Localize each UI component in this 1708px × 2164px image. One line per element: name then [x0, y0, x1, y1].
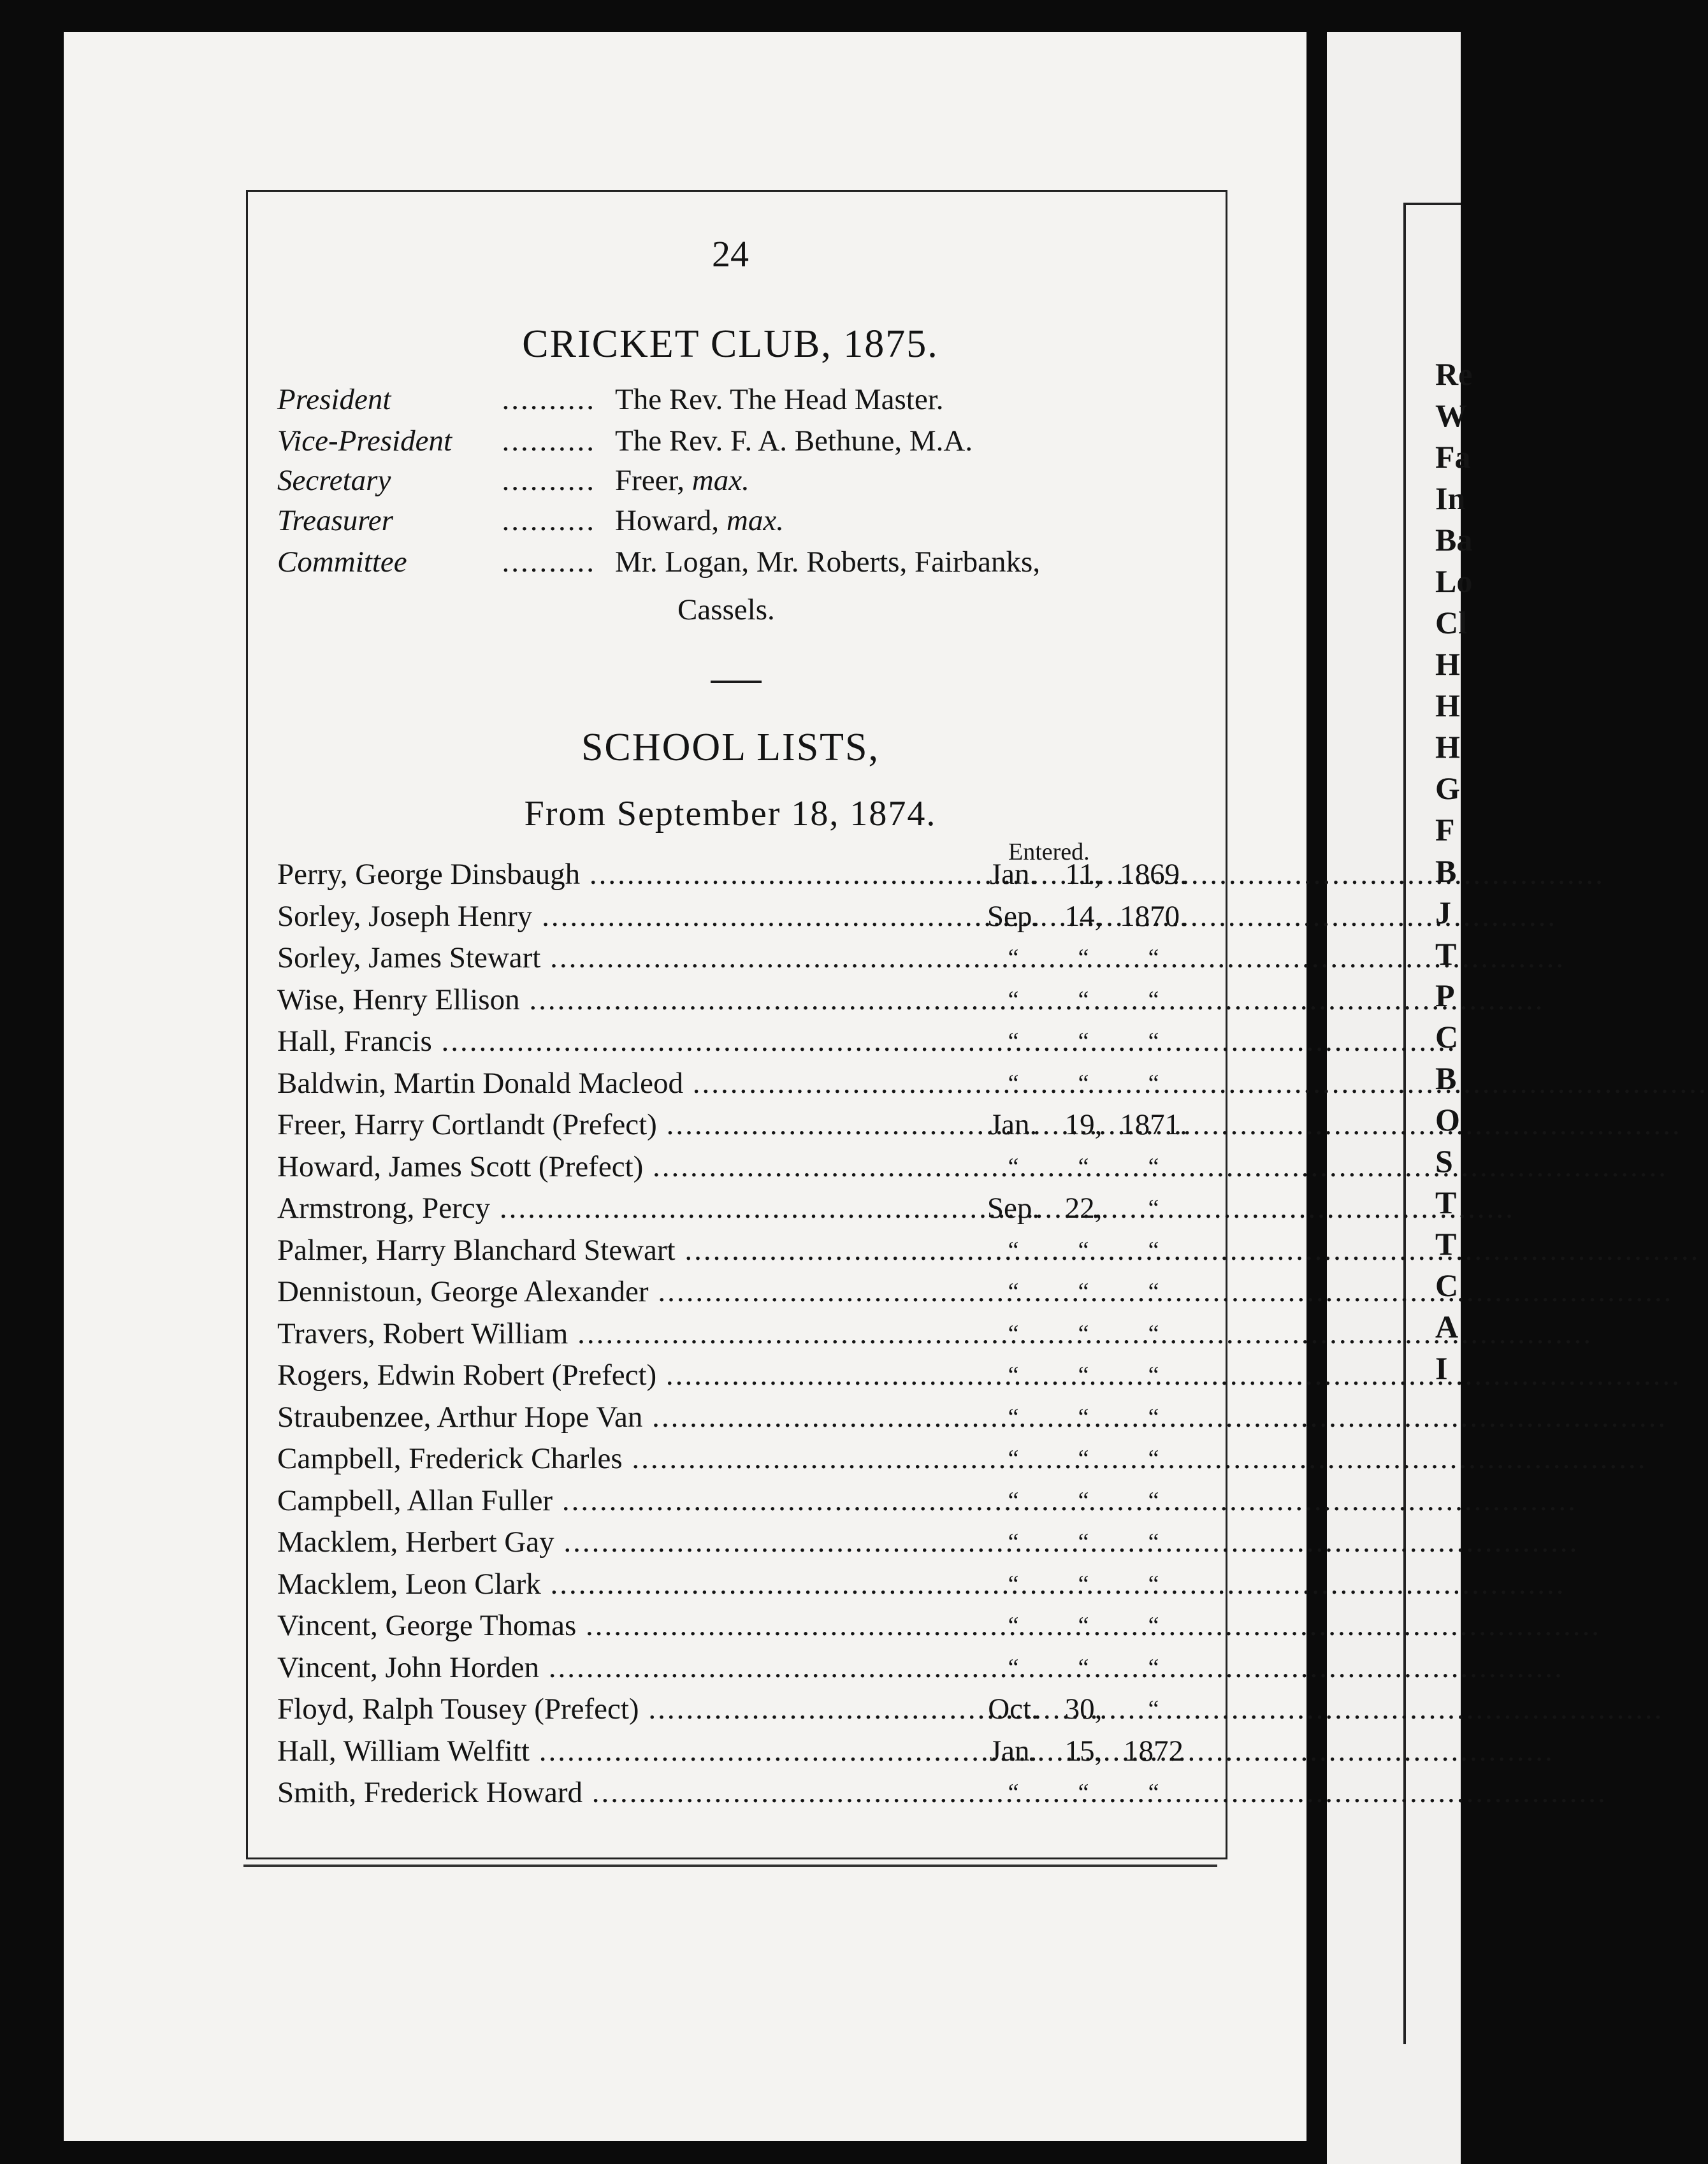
entered-year: “ — [1148, 986, 1159, 1013]
facing-page-letter: W — [1435, 398, 1467, 433]
student-name: Campbell, Allan Fuller ..... — [277, 1480, 962, 1522]
entered-month: “ — [1008, 1779, 1019, 1806]
entered-day: “ — [1078, 986, 1089, 1013]
student-name: Vincent, John Horden ..... — [277, 1647, 962, 1689]
entered-day: “ — [1078, 1236, 1089, 1264]
leader-dots: .......... — [502, 383, 596, 416]
entered-day: “ — [1078, 1403, 1089, 1431]
officer-name-suffix: max. — [726, 504, 784, 537]
facing-page-letter: C — [1435, 1019, 1459, 1055]
student-name: Rogers, Edwin Robert (Prefect) ..... — [277, 1355, 962, 1396]
student-name: Vincent, George Thomas ..... — [277, 1605, 962, 1647]
student-name: Smith, Frederick Howard ..... — [277, 1772, 962, 1814]
entered-month: “ — [1008, 1069, 1019, 1097]
officer-name — [615, 545, 1040, 579]
entered-year: “ — [1148, 1362, 1159, 1389]
entered-column-header: Entered. — [1008, 839, 1090, 865]
entered-day: “ — [1078, 1028, 1089, 1055]
entered-day: 22, — [1064, 1192, 1103, 1225]
entered-year: “ — [1148, 1696, 1159, 1722]
student-name: Floyd, Ralph Tousey (Prefect) ..... — [277, 1689, 962, 1730]
student-name: Armstrong, Percy ..... — [277, 1188, 962, 1229]
leader-dots: .......... — [502, 545, 596, 579]
facing-page-letter: S — [1435, 1143, 1453, 1179]
entered-month: “ — [1008, 1529, 1019, 1555]
entered-year: “ — [1148, 1278, 1159, 1305]
entered-month: “ — [1008, 986, 1019, 1013]
student-row — [277, 1772, 1195, 1814]
student-name: Campbell, Frederick Charles ..... — [277, 1438, 962, 1480]
student-row — [277, 854, 1195, 896]
student-name: Straubenzee, Arthur Hope Van ..... — [277, 1397, 962, 1438]
officer-role: Vice-President — [277, 424, 452, 458]
student-name: Baldwin, Martin Donald Macleod ..... — [277, 1063, 962, 1104]
student-row — [277, 1021, 1195, 1063]
facing-page-frame-top — [1403, 203, 1461, 205]
officer-role: Secretary — [277, 464, 391, 497]
entered-month: “ — [1008, 1445, 1019, 1472]
facing-page-letter: H — [1435, 646, 1460, 682]
student-row — [277, 1731, 1195, 1773]
entered-month: Oct. — [988, 1692, 1039, 1726]
facing-page-letter: F — [1435, 812, 1455, 848]
entered-day: “ — [1078, 1487, 1089, 1514]
facing-page-letter: Re — [1435, 356, 1473, 392]
student-row — [277, 1104, 1195, 1146]
entered-year: “ — [1148, 1445, 1159, 1472]
entered-day: “ — [1078, 1654, 1089, 1681]
facing-page-letter: Lo — [1435, 563, 1473, 599]
officer-name — [615, 503, 784, 538]
entered-year: 1871. — [1120, 1108, 1187, 1141]
facing-page-letter: O — [1435, 1102, 1460, 1137]
entered-month: “ — [1008, 1570, 1019, 1598]
entered-month: Sep. — [987, 899, 1040, 933]
entered-month: “ — [1008, 944, 1019, 971]
entered-year: “ — [1148, 1153, 1159, 1180]
entered-day: 11, — [1065, 858, 1102, 891]
entered-day: “ — [1078, 1779, 1089, 1806]
facing-page-letter: B — [1435, 1060, 1457, 1096]
entered-day: “ — [1078, 1069, 1089, 1097]
student-row — [277, 1146, 1195, 1188]
entered-year: “ — [1148, 1529, 1159, 1555]
officer-name-suffix: max. — [691, 464, 749, 497]
facing-page-letter: T — [1435, 1185, 1457, 1220]
leader-dots: .......... — [502, 464, 596, 497]
entered-month: Jan. — [989, 1108, 1038, 1141]
facing-page-letter: B — [1435, 853, 1457, 889]
entered-day: 15, — [1064, 1734, 1103, 1768]
entered-day: “ — [1078, 1445, 1089, 1472]
facing-page-letter: J — [1435, 895, 1451, 930]
entered-month: “ — [1008, 1403, 1019, 1431]
student-row — [277, 937, 1195, 979]
student-row — [277, 1271, 1195, 1313]
entered-month: “ — [1008, 1362, 1019, 1389]
student-name: Macklem, Leon Clark ..... — [277, 1564, 962, 1605]
officer-role: Committee — [277, 545, 407, 579]
entered-year: “ — [1148, 1403, 1159, 1431]
entered-month: Jan. — [989, 1734, 1038, 1768]
officer-name — [615, 424, 973, 458]
from-date-line: From September 18, 1874. — [524, 794, 937, 833]
entered-year: 1872 — [1124, 1734, 1183, 1768]
student-row — [277, 1689, 1195, 1731]
entered-month: “ — [1008, 1654, 1019, 1681]
entered-day: “ — [1078, 1612, 1089, 1639]
entered-year: “ — [1148, 1069, 1159, 1097]
officer-name-main: The Rev. F. A. Bethune, M.A. — [615, 424, 973, 458]
entered-month: “ — [1008, 1028, 1019, 1055]
entered-day: “ — [1078, 1153, 1089, 1180]
officer-name-main: Freer, — [615, 464, 692, 497]
facing-page-letter: Cl — [1435, 605, 1467, 640]
student-row — [277, 1230, 1195, 1272]
student-row — [277, 1313, 1195, 1355]
officer-role: Treasurer — [277, 504, 393, 537]
leader-dots: .......... — [502, 424, 596, 458]
entered-day: “ — [1078, 1529, 1089, 1555]
entered-year: “ — [1148, 1320, 1159, 1347]
officer-role: President — [277, 383, 391, 416]
entered-year: “ — [1148, 1612, 1159, 1639]
entered-year: “ — [1148, 1654, 1159, 1681]
facing-page-letter: G — [1435, 770, 1460, 806]
facing-page-letter: T — [1435, 1226, 1457, 1262]
student-row — [277, 1188, 1195, 1230]
student-name: Wise, Henry Ellison ..... — [277, 979, 962, 1021]
student-name: Howard, James Scott (Prefect) ..... — [277, 1146, 962, 1188]
section-divider — [711, 681, 762, 683]
entered-day: “ — [1078, 944, 1089, 971]
facing-page-letter: In — [1435, 480, 1466, 516]
officer-name-main: Mr. Logan, Mr. Roberts, Fairbanks, — [615, 545, 1041, 579]
entered-year: “ — [1148, 1779, 1159, 1806]
officer-name — [615, 382, 944, 417]
student-name: Perry, George Dinsbaugh ..... — [277, 854, 962, 895]
entered-year: “ — [1148, 1236, 1159, 1264]
entered-day: 19, — [1064, 1108, 1103, 1141]
entered-month: “ — [1008, 1153, 1019, 1180]
entered-day: “ — [1078, 1320, 1089, 1347]
facing-page-letter: Ba — [1435, 522, 1473, 558]
student-row — [277, 1355, 1195, 1397]
entered-month: Jan. — [989, 858, 1038, 891]
student-name: Sorley, Joseph Henry ..... — [277, 896, 962, 937]
entered-month: “ — [1008, 1236, 1019, 1264]
page-number: 24 — [712, 233, 749, 275]
student-list — [277, 854, 1195, 1814]
entered-day: 30, — [1064, 1692, 1103, 1726]
student-name: Palmer, Harry Blanchard Stewart ..... — [277, 1230, 962, 1271]
facing-page-letter: Fa — [1435, 439, 1471, 475]
entered-month: “ — [1008, 1320, 1019, 1347]
entered-year: “ — [1148, 1195, 1159, 1222]
school-lists-title: SCHOOL LISTS, — [581, 726, 880, 769]
student-name: Dennistoun, George Alexander ..... — [277, 1271, 962, 1313]
facing-page-letter: H — [1435, 688, 1460, 723]
student-row — [277, 1605, 1195, 1647]
page-border-bottom — [243, 1865, 1217, 1867]
entered-year: “ — [1148, 944, 1159, 971]
entered-year: “ — [1148, 1487, 1159, 1514]
cricket-club-title: CRICKET CLUB, 1875. — [522, 322, 939, 366]
student-row — [277, 1480, 1195, 1522]
student-name: Hall, Francis ..... — [277, 1021, 962, 1062]
student-row — [277, 1647, 1195, 1689]
entered-year: “ — [1148, 1570, 1159, 1598]
facing-page-letter: I — [1435, 1350, 1448, 1386]
student-row — [277, 979, 1195, 1021]
entered-year: 1869. — [1120, 858, 1187, 891]
entered-year: 1870. — [1120, 899, 1187, 933]
entered-month: Sep. — [987, 1192, 1040, 1225]
officer-name-main: Howard, — [615, 504, 727, 537]
student-row — [277, 1522, 1195, 1564]
student-name: Sorley, James Stewart ..... — [277, 937, 962, 979]
officer-name — [615, 463, 749, 498]
facing-page-letter: A — [1435, 1309, 1459, 1345]
student-row — [277, 1564, 1195, 1606]
entered-year: “ — [1148, 1028, 1159, 1055]
facing-page-letter: T — [1435, 936, 1457, 972]
entered-month: “ — [1008, 1278, 1019, 1305]
entered-day: 14, — [1064, 899, 1103, 933]
officer-name-main: The Rev. The Head Master. — [615, 383, 944, 416]
student-row — [277, 1397, 1195, 1439]
entered-day: “ — [1078, 1362, 1089, 1389]
entered-month: “ — [1008, 1612, 1019, 1639]
student-row — [277, 1438, 1195, 1480]
student-name: Freer, Harry Cortlandt (Prefect) ..... — [277, 1104, 962, 1146]
facing-page-letter: H — [1435, 729, 1460, 765]
entered-day: “ — [1078, 1278, 1089, 1305]
student-row — [277, 896, 1195, 938]
student-name: Hall, William Welfitt ..... — [277, 1731, 962, 1772]
student-name: Travers, Robert William ..... — [277, 1313, 962, 1355]
entered-month: “ — [1008, 1487, 1019, 1514]
student-name: Macklem, Herbert Gay ..... — [277, 1522, 962, 1563]
committee-continued: Cassels. — [677, 593, 775, 626]
facing-page-letter: C — [1435, 1267, 1459, 1303]
facing-page-letter: P — [1435, 977, 1455, 1013]
leader-dots: .......... — [502, 504, 596, 537]
student-row — [277, 1063, 1195, 1105]
entered-day: “ — [1078, 1570, 1089, 1598]
